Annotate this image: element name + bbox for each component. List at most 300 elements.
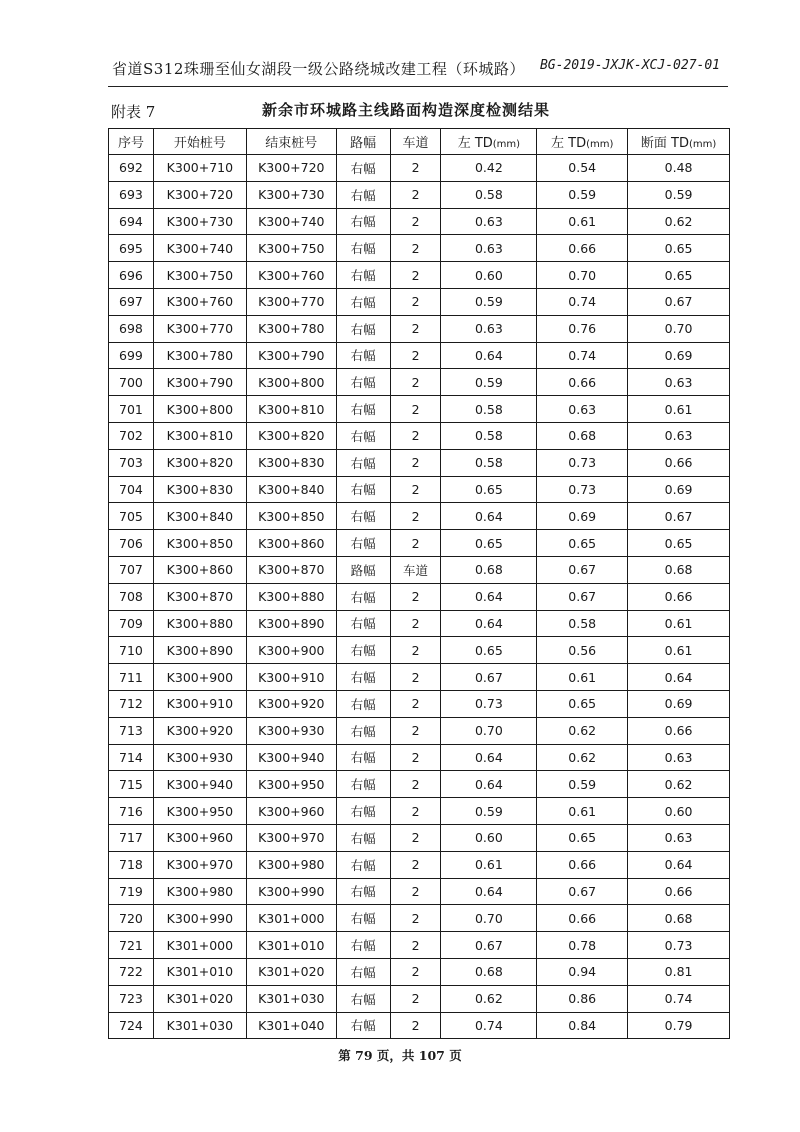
cell-side: 右幅 bbox=[336, 288, 390, 315]
cell-lane: 车道 bbox=[390, 556, 441, 583]
cell-section-td: 0.67 bbox=[628, 503, 730, 530]
table-body bbox=[109, 155, 730, 1039]
cell-end-station: K300+850 bbox=[246, 503, 336, 530]
cell-end-station: K300+760 bbox=[246, 262, 336, 289]
cell-seq: 721 bbox=[109, 932, 154, 959]
cell-end-station: K300+990 bbox=[246, 878, 336, 905]
cell-seq: 715 bbox=[109, 771, 154, 798]
cell-right-td: 0.63 bbox=[537, 396, 628, 423]
header-section-td-label: 断面 TD bbox=[640, 136, 689, 151]
cell-seq: 707 bbox=[109, 556, 154, 583]
cell-right-td: 0.67 bbox=[537, 583, 628, 610]
cell-end-station: K300+910 bbox=[246, 664, 336, 691]
cell-end-station: K301+000 bbox=[246, 905, 336, 932]
table-header-row bbox=[109, 129, 730, 155]
cell-right-td: 0.62 bbox=[537, 744, 628, 771]
cell-seq: 698 bbox=[109, 315, 154, 342]
cell-section-td: 0.67 bbox=[628, 288, 730, 315]
header-start-station: 开始桩号 bbox=[153, 129, 246, 155]
cell-section-td: 0.66 bbox=[628, 449, 730, 476]
cell-right-td: 0.67 bbox=[537, 878, 628, 905]
cell-start-station: K300+750 bbox=[153, 262, 246, 289]
cell-lane: 2 bbox=[390, 744, 441, 771]
cell-right-td: 0.74 bbox=[537, 342, 628, 369]
cell-right-td: 0.59 bbox=[537, 771, 628, 798]
cell-section-td: 0.64 bbox=[628, 664, 730, 691]
cell-lane: 2 bbox=[390, 905, 441, 932]
cell-lane: 2 bbox=[390, 181, 441, 208]
cell-seq: 719 bbox=[109, 878, 154, 905]
cell-left-td: 0.64 bbox=[441, 342, 537, 369]
cell-seq: 716 bbox=[109, 798, 154, 825]
cell-lane: 2 bbox=[390, 932, 441, 959]
cell-lane: 2 bbox=[390, 690, 441, 717]
cell-start-station: K300+900 bbox=[153, 664, 246, 691]
cell-side: 路幅 bbox=[336, 556, 390, 583]
cell-start-station: K300+710 bbox=[153, 155, 246, 182]
cell-right-td: 0.86 bbox=[537, 985, 628, 1012]
cell-start-station: K300+920 bbox=[153, 717, 246, 744]
document-code: BG-2019-JXJK-XCJ-027-01 bbox=[539, 58, 720, 73]
cell-right-td: 0.68 bbox=[537, 422, 628, 449]
cell-left-td: 0.58 bbox=[441, 396, 537, 423]
cell-seq: 695 bbox=[109, 235, 154, 262]
cell-right-td: 0.56 bbox=[537, 637, 628, 664]
cell-end-station: K300+830 bbox=[246, 449, 336, 476]
cell-section-td: 0.66 bbox=[628, 717, 730, 744]
cell-side: 右幅 bbox=[336, 851, 390, 878]
cell-left-td: 0.62 bbox=[441, 985, 537, 1012]
cell-left-td: 0.61 bbox=[441, 851, 537, 878]
cell-section-td: 0.48 bbox=[628, 155, 730, 182]
cell-lane: 2 bbox=[390, 262, 441, 289]
table-row bbox=[109, 208, 730, 235]
cell-left-td: 0.59 bbox=[441, 798, 537, 825]
cell-end-station: K300+790 bbox=[246, 342, 336, 369]
cell-left-td: 0.64 bbox=[441, 878, 537, 905]
header-side: 路幅 bbox=[336, 129, 390, 155]
cell-lane: 2 bbox=[390, 369, 441, 396]
cell-section-td: 0.65 bbox=[628, 262, 730, 289]
cell-seq: 717 bbox=[109, 824, 154, 851]
cell-seq: 701 bbox=[109, 396, 154, 423]
cell-seq: 722 bbox=[109, 958, 154, 985]
cell-lane: 2 bbox=[390, 208, 441, 235]
table-row bbox=[109, 235, 730, 262]
cell-start-station: K300+820 bbox=[153, 449, 246, 476]
cell-seq: 711 bbox=[109, 664, 154, 691]
table-row bbox=[109, 422, 730, 449]
cell-side: 右幅 bbox=[336, 905, 390, 932]
cell-right-td: 0.67 bbox=[537, 556, 628, 583]
cell-left-td: 0.63 bbox=[441, 208, 537, 235]
cell-start-station: K300+780 bbox=[153, 342, 246, 369]
cell-seq: 718 bbox=[109, 851, 154, 878]
table-row bbox=[109, 503, 730, 530]
cell-end-station: K300+720 bbox=[246, 155, 336, 182]
cell-lane: 2 bbox=[390, 798, 441, 825]
cell-section-td: 0.69 bbox=[628, 342, 730, 369]
table-row bbox=[109, 851, 730, 878]
cell-section-td: 0.59 bbox=[628, 181, 730, 208]
table-row bbox=[109, 905, 730, 932]
table-row bbox=[109, 262, 730, 289]
cell-left-td: 0.65 bbox=[441, 476, 537, 503]
cell-end-station: K301+020 bbox=[246, 958, 336, 985]
cell-lane: 2 bbox=[390, 824, 441, 851]
cell-seq: 720 bbox=[109, 905, 154, 932]
page-number: 第 79 页，共 107 页 bbox=[338, 1048, 462, 1063]
cell-right-td: 0.66 bbox=[537, 851, 628, 878]
cell-right-td: 0.94 bbox=[537, 958, 628, 985]
cell-right-td: 0.61 bbox=[537, 208, 628, 235]
cell-right-td: 0.66 bbox=[537, 235, 628, 262]
cell-start-station: K300+930 bbox=[153, 744, 246, 771]
cell-side: 右幅 bbox=[336, 396, 390, 423]
cell-end-station: K300+900 bbox=[246, 637, 336, 664]
cell-side: 右幅 bbox=[336, 315, 390, 342]
texture-depth-table bbox=[108, 128, 730, 1039]
cell-left-td: 0.58 bbox=[441, 181, 537, 208]
cell-left-td: 0.59 bbox=[441, 369, 537, 396]
page-title: 新余市环城路主线路面构造深度检测结果 bbox=[262, 101, 551, 119]
cell-end-station: K300+930 bbox=[246, 717, 336, 744]
cell-section-td: 0.63 bbox=[628, 824, 730, 851]
table-row bbox=[109, 342, 730, 369]
cell-side: 右幅 bbox=[336, 771, 390, 798]
table-row bbox=[109, 449, 730, 476]
header-left-td-label: 左 TD bbox=[457, 136, 493, 151]
cell-start-station: K300+830 bbox=[153, 476, 246, 503]
table-row bbox=[109, 288, 730, 315]
cell-start-station: K300+970 bbox=[153, 851, 246, 878]
cell-section-td: 0.60 bbox=[628, 798, 730, 825]
cell-start-station: K300+980 bbox=[153, 878, 246, 905]
table-row bbox=[109, 958, 730, 985]
cell-end-station: K300+880 bbox=[246, 583, 336, 610]
cell-seq: 713 bbox=[109, 717, 154, 744]
cell-lane: 2 bbox=[390, 235, 441, 262]
header-seq: 序号 bbox=[109, 129, 154, 155]
cell-section-td: 0.79 bbox=[628, 1012, 730, 1039]
header-right-td-unit: (mm) bbox=[586, 139, 614, 150]
cell-start-station: K300+790 bbox=[153, 369, 246, 396]
cell-side: 右幅 bbox=[336, 985, 390, 1012]
cell-seq: 697 bbox=[109, 288, 154, 315]
table-row bbox=[109, 878, 730, 905]
cell-seq: 694 bbox=[109, 208, 154, 235]
cell-right-td: 0.65 bbox=[537, 824, 628, 851]
cell-seq: 709 bbox=[109, 610, 154, 637]
table-row bbox=[109, 932, 730, 959]
table-row bbox=[109, 824, 730, 851]
cell-right-td: 0.69 bbox=[537, 503, 628, 530]
cell-right-td: 0.66 bbox=[537, 369, 628, 396]
cell-right-td: 0.59 bbox=[537, 181, 628, 208]
cell-side: 右幅 bbox=[336, 958, 390, 985]
cell-seq: 699 bbox=[109, 342, 154, 369]
cell-start-station: K300+760 bbox=[153, 288, 246, 315]
cell-side: 右幅 bbox=[336, 637, 390, 664]
header-left-td bbox=[441, 129, 537, 155]
cell-lane: 2 bbox=[390, 288, 441, 315]
cell-right-td: 0.62 bbox=[537, 717, 628, 744]
cell-section-td: 0.81 bbox=[628, 958, 730, 985]
header-lane: 车道 bbox=[390, 129, 441, 155]
cell-start-station: K300+860 bbox=[153, 556, 246, 583]
cell-start-station: K300+880 bbox=[153, 610, 246, 637]
project-name: 省道S312珠珊至仙女湖段一级公路绕城改建工程（环城路） bbox=[112, 60, 525, 78]
cell-side: 右幅 bbox=[336, 503, 390, 530]
cell-right-td: 0.73 bbox=[537, 476, 628, 503]
cell-lane: 2 bbox=[390, 717, 441, 744]
cell-left-td: 0.58 bbox=[441, 449, 537, 476]
cell-side: 右幅 bbox=[336, 824, 390, 851]
header-right-td-label: 左 TD bbox=[551, 136, 587, 151]
cell-end-station: K300+780 bbox=[246, 315, 336, 342]
cell-section-td: 0.66 bbox=[628, 878, 730, 905]
table-row bbox=[109, 556, 730, 583]
cell-section-td: 0.61 bbox=[628, 637, 730, 664]
cell-start-station: K300+720 bbox=[153, 181, 246, 208]
cell-right-td: 0.54 bbox=[537, 155, 628, 182]
cell-start-station: K300+910 bbox=[153, 690, 246, 717]
cell-lane: 2 bbox=[390, 637, 441, 664]
cell-right-td: 0.84 bbox=[537, 1012, 628, 1039]
cell-lane: 2 bbox=[390, 503, 441, 530]
table-row bbox=[109, 476, 730, 503]
cell-right-td: 0.66 bbox=[537, 905, 628, 932]
cell-section-td: 0.66 bbox=[628, 583, 730, 610]
cell-seq: 702 bbox=[109, 422, 154, 449]
header-right-td bbox=[537, 129, 628, 155]
cell-left-td: 0.58 bbox=[441, 422, 537, 449]
cell-end-station: K300+740 bbox=[246, 208, 336, 235]
cell-side: 右幅 bbox=[336, 878, 390, 905]
cell-left-td: 0.65 bbox=[441, 637, 537, 664]
cell-side: 右幅 bbox=[336, 449, 390, 476]
cell-right-td: 0.61 bbox=[537, 798, 628, 825]
table-row bbox=[109, 610, 730, 637]
cell-seq: 712 bbox=[109, 690, 154, 717]
cell-section-td: 0.69 bbox=[628, 476, 730, 503]
table-row bbox=[109, 583, 730, 610]
cell-end-station: K300+750 bbox=[246, 235, 336, 262]
table-row bbox=[109, 1012, 730, 1039]
cell-seq: 700 bbox=[109, 369, 154, 396]
cell-side: 右幅 bbox=[336, 798, 390, 825]
cell-lane: 2 bbox=[390, 771, 441, 798]
cell-lane: 2 bbox=[390, 878, 441, 905]
table-row bbox=[109, 744, 730, 771]
cell-end-station: K300+730 bbox=[246, 181, 336, 208]
cell-side: 右幅 bbox=[336, 744, 390, 771]
cell-start-station: K301+000 bbox=[153, 932, 246, 959]
cell-start-station: K300+770 bbox=[153, 315, 246, 342]
cell-end-station: K300+800 bbox=[246, 369, 336, 396]
table-row bbox=[109, 985, 730, 1012]
cell-side: 右幅 bbox=[336, 181, 390, 208]
cell-start-station: K300+740 bbox=[153, 235, 246, 262]
cell-lane: 2 bbox=[390, 583, 441, 610]
cell-left-td: 0.65 bbox=[441, 530, 537, 557]
cell-section-td: 0.65 bbox=[628, 235, 730, 262]
cell-section-td: 0.61 bbox=[628, 396, 730, 423]
cell-side: 右幅 bbox=[336, 610, 390, 637]
cell-section-td: 0.65 bbox=[628, 530, 730, 557]
cell-end-station: K300+820 bbox=[246, 422, 336, 449]
cell-end-station: K301+040 bbox=[246, 1012, 336, 1039]
cell-seq: 705 bbox=[109, 503, 154, 530]
cell-right-td: 0.76 bbox=[537, 315, 628, 342]
cell-left-td: 0.64 bbox=[441, 771, 537, 798]
cell-end-station: K300+970 bbox=[246, 824, 336, 851]
cell-right-td: 0.61 bbox=[537, 664, 628, 691]
cell-section-td: 0.63 bbox=[628, 422, 730, 449]
table-row bbox=[109, 396, 730, 423]
cell-seq: 703 bbox=[109, 449, 154, 476]
table-row bbox=[109, 664, 730, 691]
cell-left-td: 0.60 bbox=[441, 262, 537, 289]
cell-left-td: 0.64 bbox=[441, 744, 537, 771]
cell-side: 右幅 bbox=[336, 155, 390, 182]
cell-end-station: K300+770 bbox=[246, 288, 336, 315]
cell-section-td: 0.63 bbox=[628, 744, 730, 771]
table-row bbox=[109, 155, 730, 182]
table-row bbox=[109, 717, 730, 744]
header-section-td-unit: (mm) bbox=[688, 139, 717, 150]
cell-right-td: 0.58 bbox=[537, 610, 628, 637]
cell-end-station: K300+960 bbox=[246, 798, 336, 825]
cell-left-td: 0.67 bbox=[441, 664, 537, 691]
cell-left-td: 0.63 bbox=[441, 235, 537, 262]
header-left-td-unit: (mm) bbox=[492, 139, 521, 150]
cell-lane: 2 bbox=[390, 315, 441, 342]
cell-start-station: K301+010 bbox=[153, 958, 246, 985]
cell-left-td: 0.67 bbox=[441, 932, 537, 959]
cell-section-td: 0.63 bbox=[628, 369, 730, 396]
cell-start-station: K300+960 bbox=[153, 824, 246, 851]
cell-side: 右幅 bbox=[336, 369, 390, 396]
cell-start-station: K300+800 bbox=[153, 396, 246, 423]
cell-start-station: K300+990 bbox=[153, 905, 246, 932]
cell-start-station: K300+940 bbox=[153, 771, 246, 798]
cell-right-td: 0.70 bbox=[537, 262, 628, 289]
cell-left-td: 0.64 bbox=[441, 583, 537, 610]
cell-section-td: 0.68 bbox=[628, 905, 730, 932]
cell-section-td: 0.62 bbox=[628, 771, 730, 798]
cell-side: 右幅 bbox=[336, 932, 390, 959]
cell-right-td: 0.65 bbox=[537, 530, 628, 557]
cell-side: 右幅 bbox=[336, 664, 390, 691]
cell-start-station: K300+840 bbox=[153, 503, 246, 530]
cell-end-station: K300+860 bbox=[246, 530, 336, 557]
cell-end-station: K300+870 bbox=[246, 556, 336, 583]
cell-lane: 2 bbox=[390, 342, 441, 369]
cell-start-station: K301+020 bbox=[153, 985, 246, 1012]
cell-end-station: K300+810 bbox=[246, 396, 336, 423]
cell-left-td: 0.73 bbox=[441, 690, 537, 717]
cell-left-td: 0.70 bbox=[441, 717, 537, 744]
cell-lane: 2 bbox=[390, 396, 441, 423]
cell-side: 右幅 bbox=[336, 476, 390, 503]
cell-lane: 2 bbox=[390, 1012, 441, 1039]
cell-left-td: 0.68 bbox=[441, 958, 537, 985]
cell-lane: 2 bbox=[390, 958, 441, 985]
cell-start-station: K300+950 bbox=[153, 798, 246, 825]
cell-start-station: K300+850 bbox=[153, 530, 246, 557]
table-row bbox=[109, 798, 730, 825]
cell-start-station: K300+810 bbox=[153, 422, 246, 449]
cell-seq: 724 bbox=[109, 1012, 154, 1039]
table-row bbox=[109, 637, 730, 664]
cell-end-station: K300+920 bbox=[246, 690, 336, 717]
cell-start-station: K301+030 bbox=[153, 1012, 246, 1039]
cell-side: 右幅 bbox=[336, 262, 390, 289]
cell-section-td: 0.64 bbox=[628, 851, 730, 878]
cell-section-td: 0.61 bbox=[628, 610, 730, 637]
cell-side: 右幅 bbox=[336, 235, 390, 262]
cell-lane: 2 bbox=[390, 530, 441, 557]
cell-seq: 708 bbox=[109, 583, 154, 610]
cell-lane: 2 bbox=[390, 449, 441, 476]
table-row bbox=[109, 530, 730, 557]
cell-side: 右幅 bbox=[336, 690, 390, 717]
cell-start-station: K300+730 bbox=[153, 208, 246, 235]
header-divider bbox=[108, 86, 728, 87]
cell-section-td: 0.74 bbox=[628, 985, 730, 1012]
cell-right-td: 0.78 bbox=[537, 932, 628, 959]
cell-section-td: 0.68 bbox=[628, 556, 730, 583]
cell-right-td: 0.73 bbox=[537, 449, 628, 476]
cell-seq: 696 bbox=[109, 262, 154, 289]
table-row bbox=[109, 369, 730, 396]
cell-left-td: 0.74 bbox=[441, 1012, 537, 1039]
cell-seq: 704 bbox=[109, 476, 154, 503]
cell-start-station: K300+890 bbox=[153, 637, 246, 664]
cell-left-td: 0.70 bbox=[441, 905, 537, 932]
cell-right-td: 0.74 bbox=[537, 288, 628, 315]
cell-side: 右幅 bbox=[336, 208, 390, 235]
cell-left-td: 0.64 bbox=[441, 503, 537, 530]
cell-side: 右幅 bbox=[336, 530, 390, 557]
cell-lane: 2 bbox=[390, 851, 441, 878]
cell-seq: 692 bbox=[109, 155, 154, 182]
cell-seq: 706 bbox=[109, 530, 154, 557]
cell-side: 右幅 bbox=[336, 717, 390, 744]
cell-lane: 2 bbox=[390, 664, 441, 691]
cell-side: 右幅 bbox=[336, 1012, 390, 1039]
cell-end-station: K300+890 bbox=[246, 610, 336, 637]
cell-side: 右幅 bbox=[336, 342, 390, 369]
cell-section-td: 0.62 bbox=[628, 208, 730, 235]
header-section-td bbox=[628, 129, 730, 155]
cell-left-td: 0.60 bbox=[441, 824, 537, 851]
cell-right-td: 0.65 bbox=[537, 690, 628, 717]
cell-lane: 2 bbox=[390, 476, 441, 503]
cell-end-station: K301+010 bbox=[246, 932, 336, 959]
cell-lane: 2 bbox=[390, 610, 441, 637]
cell-lane: 2 bbox=[390, 985, 441, 1012]
table-row bbox=[109, 771, 730, 798]
cell-lane: 2 bbox=[390, 422, 441, 449]
table-row bbox=[109, 315, 730, 342]
cell-end-station: K300+980 bbox=[246, 851, 336, 878]
cell-lane: 2 bbox=[390, 155, 441, 182]
cell-end-station: K300+940 bbox=[246, 744, 336, 771]
cell-seq: 714 bbox=[109, 744, 154, 771]
cell-section-td: 0.70 bbox=[628, 315, 730, 342]
